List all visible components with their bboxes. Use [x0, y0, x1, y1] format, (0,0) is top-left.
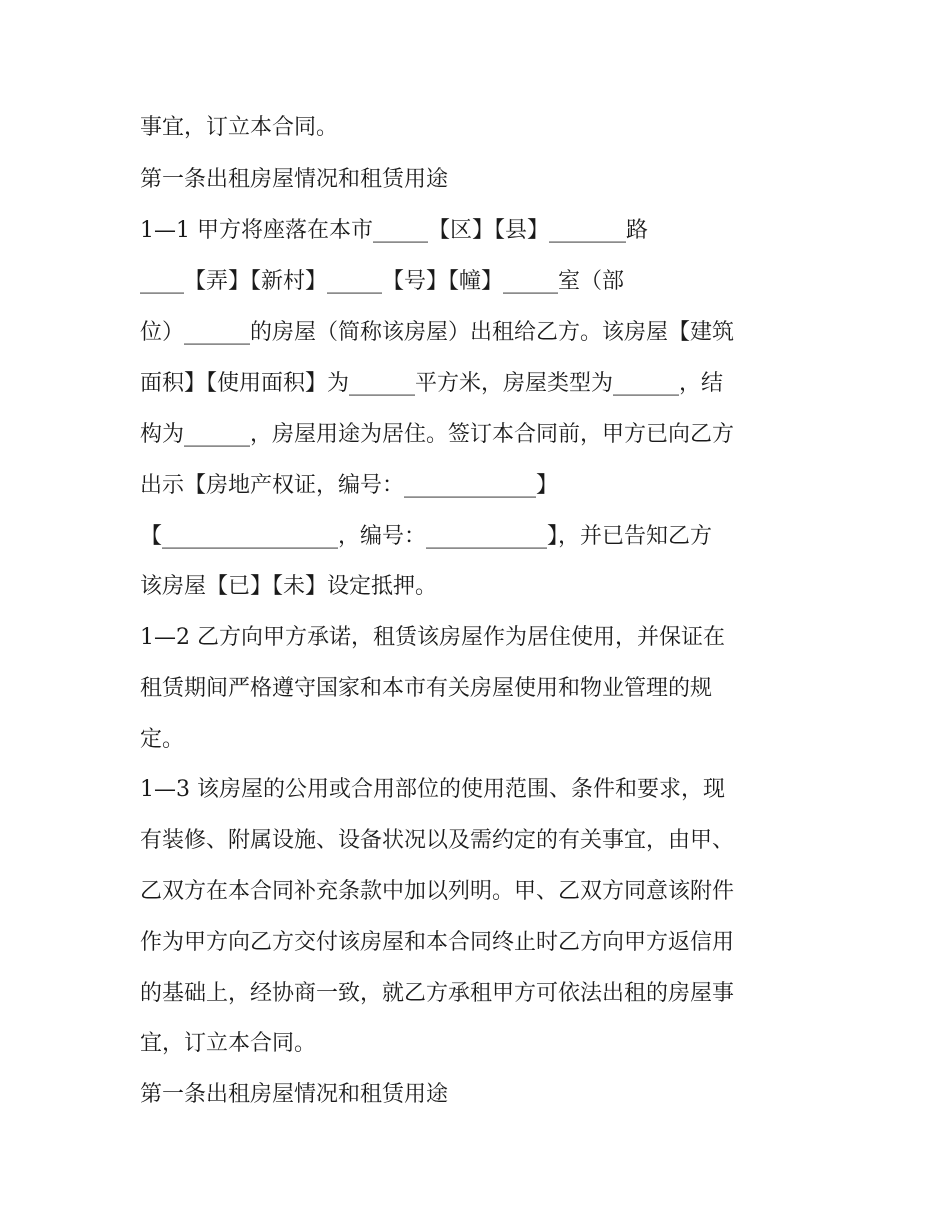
section-heading: 第一条出租房屋情况和租赁用途 [140, 1082, 449, 1107]
text-line: 构为______，房屋用途为居住。签订本合同前，甲方已向乙方 [140, 422, 735, 447]
text-line: 租赁期间严格遵守国家和本市有关房屋使用和物业管理的规 [140, 676, 713, 701]
text-line: 的基础上，经协商一致，就乙方承租甲方可依法出租的房屋事 [140, 981, 735, 1006]
text-line: 定。 [140, 727, 185, 752]
text-line: 事宜，订立本合同。 [140, 115, 339, 140]
text-line: 面积】【使用面积】为______平方米，房屋类型为______，结 [140, 371, 724, 396]
text-line: 该房屋【已】【未】设定抵押。 [140, 574, 438, 599]
text-line: 1—3 该房屋的公用或合用部位的使用范围、条件和要求，现 [140, 777, 725, 802]
text-line: 出示【房地产权证，编号：____________】 [140, 473, 559, 498]
text-line: 1—2 乙方向甲方承诺，租赁该房屋作为居住使用，并保证在 [140, 625, 725, 650]
section-heading: 第一条出租房屋情况和租赁用途 [140, 167, 449, 192]
text-line: ____【弄】【新村】_____【号】【幢】_____室（部 [140, 269, 625, 294]
text-line: 作为甲方向乙方交付该房屋和本合同终止时乙方向甲方返信用 [140, 930, 735, 955]
text-line: 宜，订立本合同。 [140, 1031, 317, 1056]
text-line: 【________________，编号：___________】，并已告知乙方 [140, 524, 713, 549]
text-line: 乙双方在本合同补充条款中加以列明。甲、乙双方同意该附件 [140, 879, 735, 904]
text-line: 有装修、附属设施、设备状况以及需约定的有关事宜，由甲、 [140, 828, 735, 853]
text-line: 1—1 甲方将座落在本市_____【区】【县】_______路 [140, 218, 648, 243]
text-line: 位）______的房屋（简称该房屋）出租给乙方。该房屋【建筑 [140, 320, 735, 345]
